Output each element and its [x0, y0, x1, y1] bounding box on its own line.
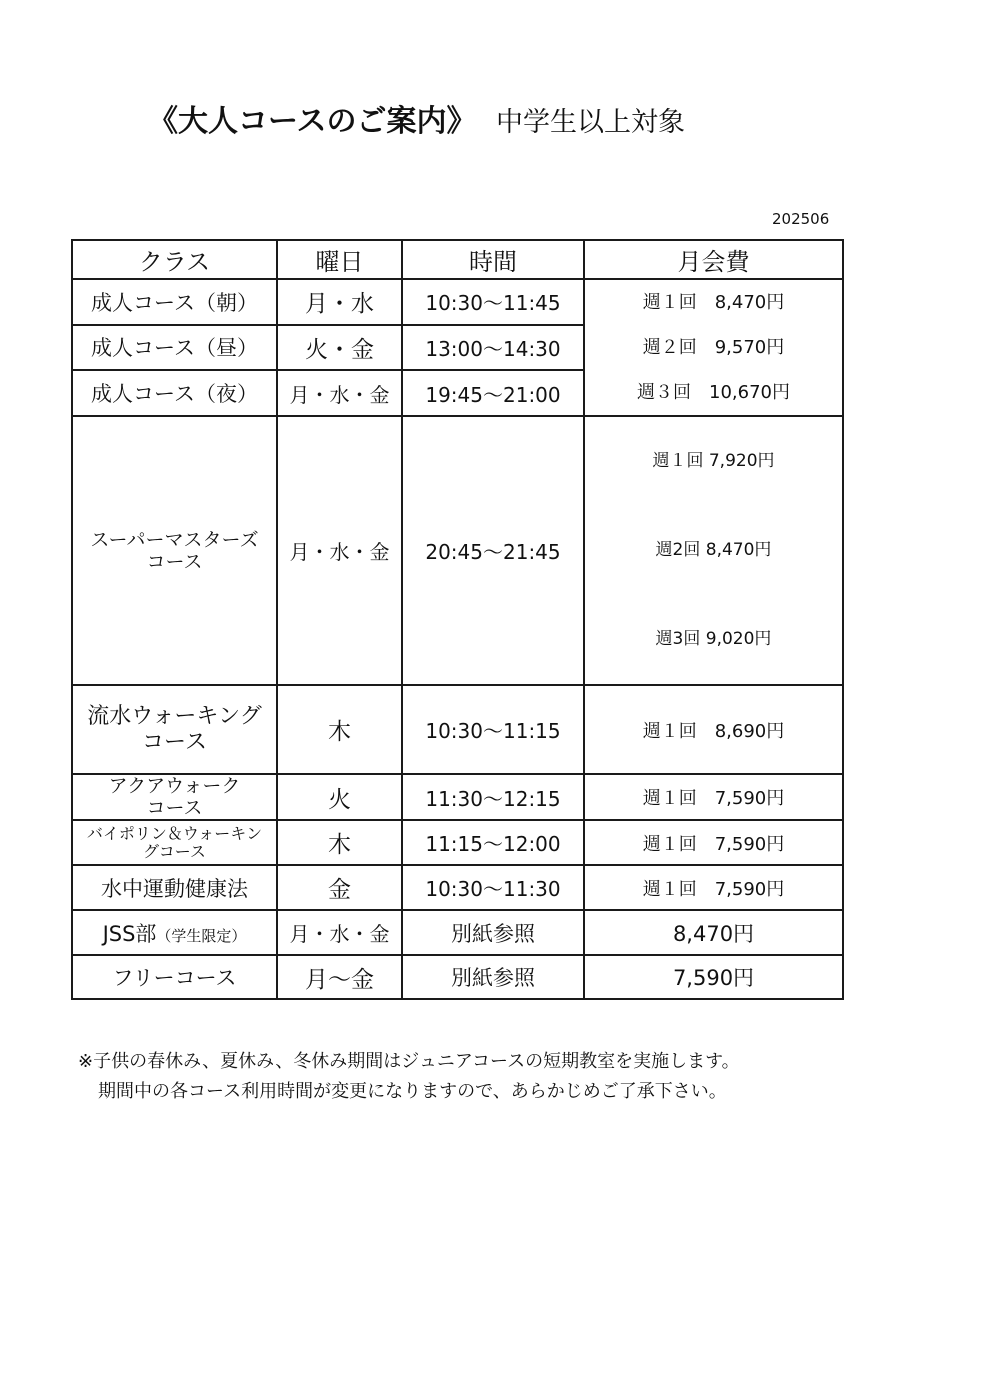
fee-line: 週２回 9,570円 — [642, 337, 785, 358]
course-days: 月・水・金 — [277, 370, 402, 416]
column-header-day: 曜日 — [277, 240, 402, 279]
course-name-line: コース — [146, 797, 203, 819]
course-fee: 8,470円 — [584, 910, 843, 955]
fee-line: 週2回 8,470円 — [655, 540, 772, 560]
course-time: 13:00～14:30 — [402, 325, 584, 371]
course-time: 10:30～11:15 — [402, 685, 584, 774]
fee-line: 週3回 9,020円 — [655, 629, 772, 649]
table-row — [72, 685, 843, 774]
course-name-line: コース — [142, 729, 207, 755]
course-name: 成人コース（昼） — [72, 325, 277, 371]
notice-line: 期間中の各コース利用時間が変更になりますので、あらかじめご了承下さい。 — [98, 1081, 727, 1102]
course-time: 11:15～12:00 — [402, 820, 584, 865]
course-name-sub: （学生限定） — [156, 926, 247, 945]
column-header-time: 時間 — [402, 240, 584, 279]
course-days: 火・金 — [277, 325, 402, 371]
course-time: 別紙参照 — [402, 955, 584, 999]
course-days: 木 — [277, 820, 402, 865]
course-time: 11:30～12:15 — [402, 774, 584, 820]
course-name — [72, 416, 277, 685]
table-row — [72, 279, 843, 325]
course-time: 別紙参照 — [402, 910, 584, 955]
course-name-line: コース — [146, 550, 203, 573]
course-days: 月～金 — [277, 955, 402, 999]
course-time: 10:30～11:30 — [402, 865, 584, 910]
course-days: 月・水・金 — [277, 416, 402, 685]
table-row — [72, 955, 843, 999]
table-row — [72, 865, 843, 910]
table-header-row — [72, 240, 843, 279]
course-name: 水中運動健康法 — [72, 865, 277, 910]
course-name: 成人コース（夜） — [72, 370, 277, 416]
course-name — [72, 685, 277, 774]
course-name — [72, 820, 277, 865]
course-table — [71, 239, 844, 1000]
course-fee: 週１回 8,690円 — [584, 685, 843, 774]
page-title: 《大人コースのご案内》 — [148, 104, 477, 139]
course-days: 月・水 — [277, 279, 402, 325]
course-time: 20:45～21:45 — [402, 416, 584, 685]
notice-line: ※子供の春休み、夏休み、冬休み期間はジュニアコースの短期教室を実施します。 — [78, 1051, 740, 1072]
page-subtitle: 中学生以上対象 — [496, 107, 685, 138]
course-fee: 週１回 7,590円 — [584, 820, 843, 865]
course-name-line: バイポリン＆ウォーキン — [86, 823, 263, 843]
course-fee-merged — [584, 279, 843, 416]
course-name-line: スーパーマスターズ — [90, 528, 259, 551]
course-time: 10:30～11:45 — [402, 279, 584, 325]
course-fee: 7,590円 — [584, 955, 843, 999]
course-days: 火 — [277, 774, 402, 820]
course-name — [72, 774, 277, 820]
column-header-class: クラス — [72, 240, 277, 279]
fee-line: 週１回 8,470円 — [642, 292, 785, 313]
course-name-main: JSS部 — [102, 921, 157, 946]
course-name-line: グコース — [143, 841, 206, 861]
document-code: 202506 — [772, 210, 830, 228]
course-name-line: アクアウォーク — [108, 775, 241, 797]
fee-line: 週３回 10,670円 — [637, 382, 790, 403]
course-days: 金 — [277, 865, 402, 910]
course-fee: 週１回 7,590円 — [584, 865, 843, 910]
course-fee — [584, 416, 843, 685]
course-name: 成人コース（朝） — [72, 279, 277, 325]
table-row — [72, 820, 843, 865]
course-name: フリーコース — [72, 955, 277, 999]
course-days: 月・水・金 — [277, 910, 402, 955]
course-fee: 週１回 7,590円 — [584, 774, 843, 820]
table-row — [72, 416, 843, 685]
course-name-line: 流水ウォーキング — [87, 703, 262, 729]
course-days: 木 — [277, 685, 402, 774]
column-header-fee: 月会費 — [584, 240, 843, 279]
table-row — [72, 774, 843, 820]
notice — [78, 1047, 740, 1107]
fee-line: 週１回 7,920円 — [652, 451, 775, 471]
course-name — [72, 910, 277, 955]
table-row — [72, 910, 843, 955]
course-time: 19:45～21:00 — [402, 370, 584, 416]
